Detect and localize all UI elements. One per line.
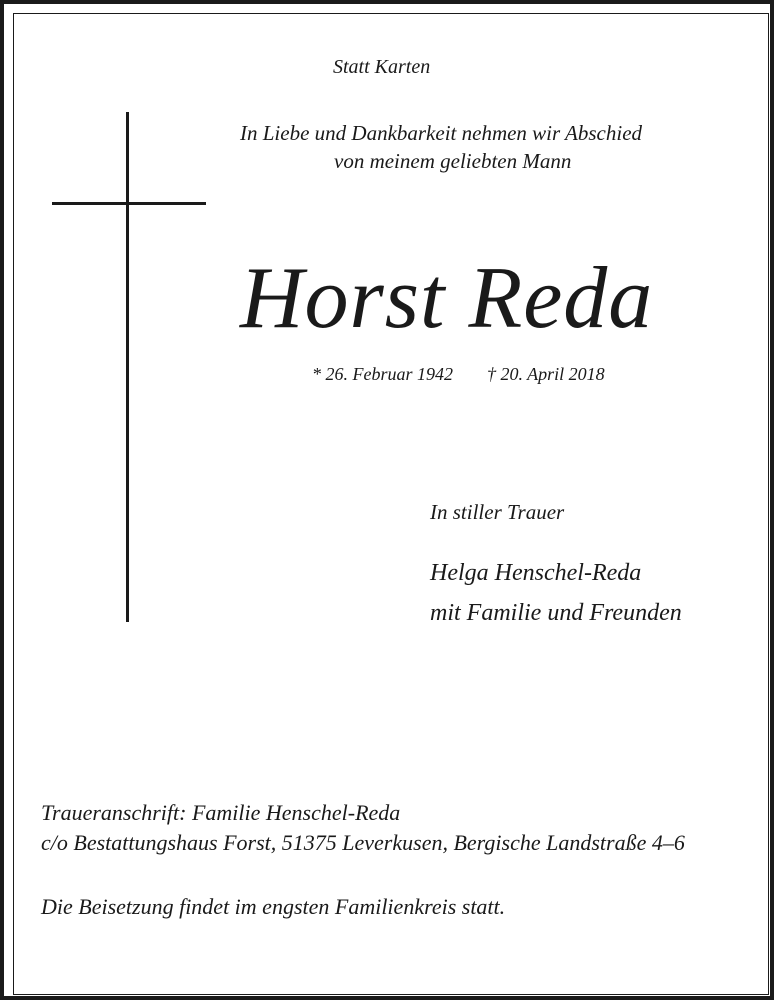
- life-dates: [312, 364, 605, 385]
- mourner-family: mit Familie und Freunden: [430, 600, 682, 626]
- mourning-address-line-2: c/o Bestattungshaus Forst, 51375 Leverkusen, Bergische Landstraße 4–6: [41, 830, 685, 855]
- mourner-name: Helga Henschel-Reda: [430, 560, 642, 586]
- cross-horizontal-bar: [52, 202, 206, 205]
- intro-line-1: In Liebe und Dankbarkeit nehmen wir Abschied: [240, 121, 643, 145]
- mourning-heading: In stiller Trauer: [430, 500, 565, 524]
- birth-date: * 26. Februar 1942: [312, 364, 453, 384]
- mourning-address-line-1: Traueranschrift: Familie Henschel-Reda: [41, 800, 401, 825]
- statt-karten-label: Statt Karten: [333, 56, 431, 78]
- death-date: † 20. April 2018: [487, 364, 605, 384]
- deceased-name: Horst Reda: [240, 250, 654, 347]
- funeral-note: Die Beisetzung findet im engsten Familienkreis statt.: [41, 894, 506, 919]
- cross-vertical-bar: [126, 112, 129, 622]
- intro-line-2: von meinem geliebten Mann: [334, 149, 572, 173]
